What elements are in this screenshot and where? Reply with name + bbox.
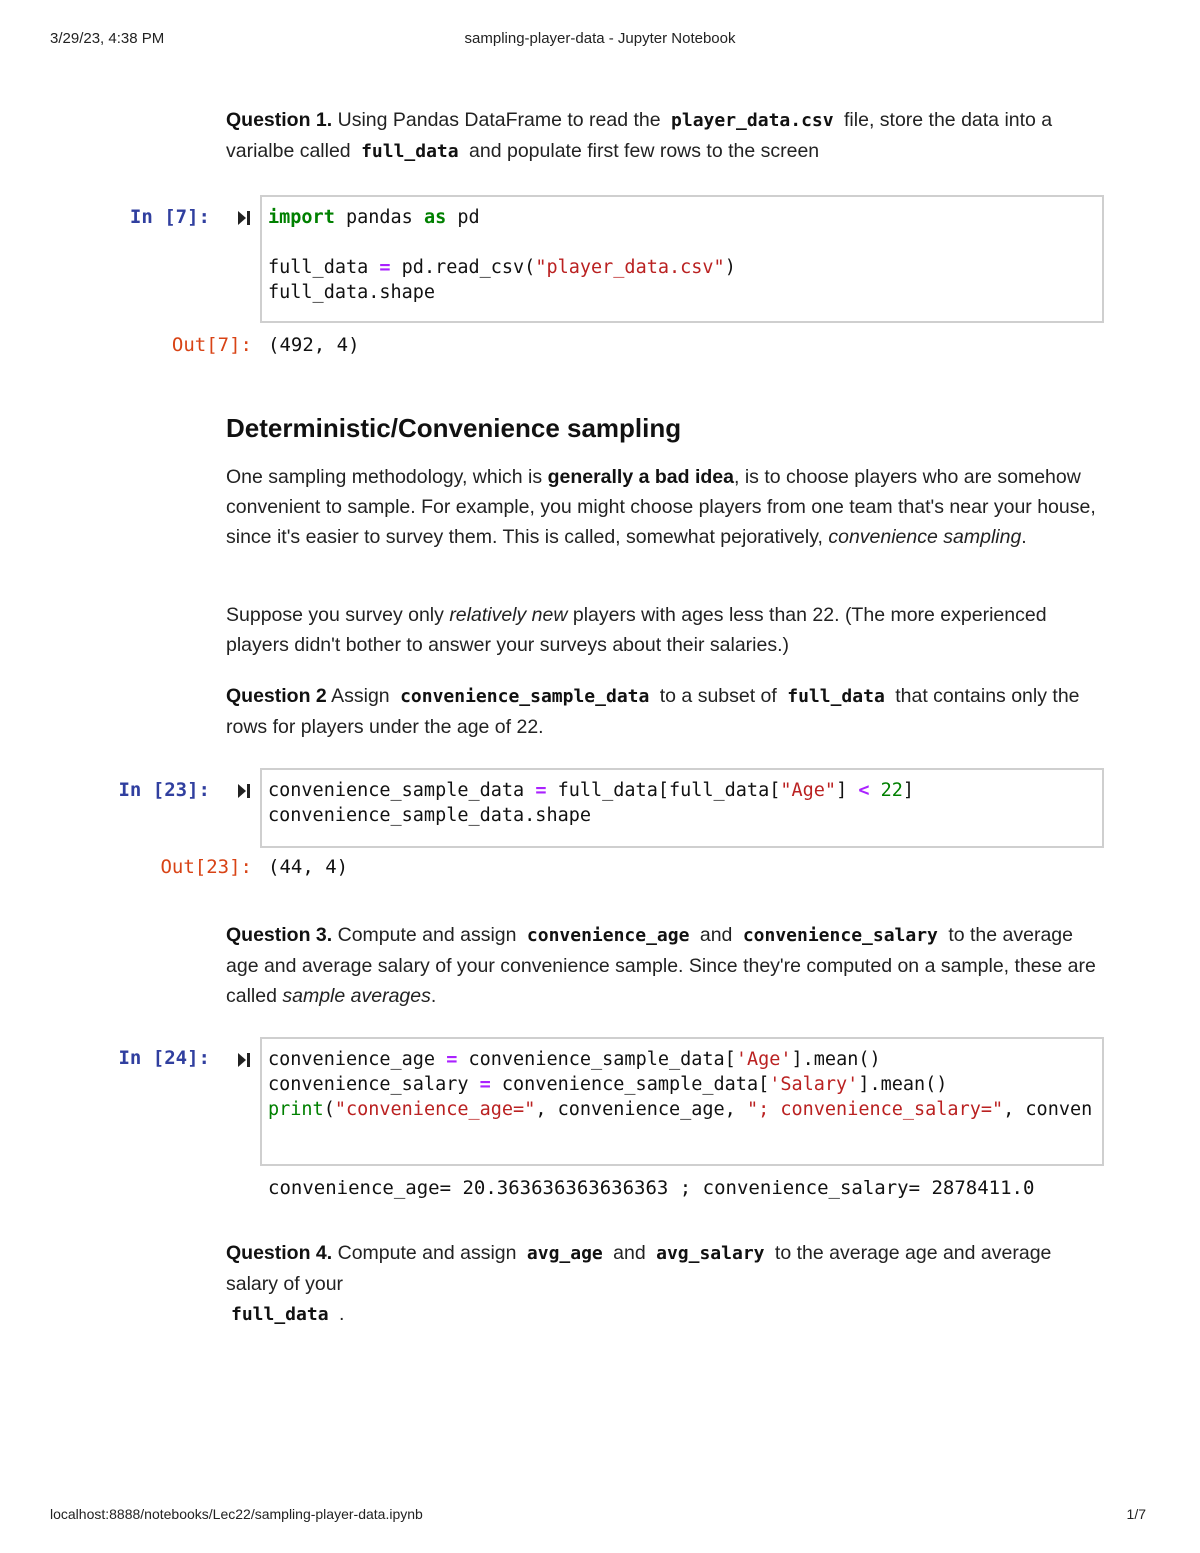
inline-code: full_data bbox=[231, 1304, 329, 1325]
run-cell-icon[interactable] bbox=[236, 209, 252, 227]
print-page-title: sampling-player-data - Jupyter Notebook bbox=[464, 30, 736, 47]
markdown-cell-question-1 bbox=[226, 105, 1106, 167]
run-cell-icon[interactable] bbox=[236, 1051, 252, 1069]
inline-code: full_data bbox=[361, 141, 459, 162]
question-1-text: Question 1. Using Pandas DataFrame to read the player_data.csv file, store the data into a varialbe called full_data and populate first few rows to the screen bbox=[226, 109, 1053, 162]
code-editor[interactable]: import pandas as pd full_data = pd.read_csv("player_data.csv") full_data.shape bbox=[268, 207, 736, 303]
code-cell-input[interactable] bbox=[260, 195, 1104, 323]
inline-code: convenience_age bbox=[526, 925, 690, 946]
output-prompt: Out[23]: bbox=[160, 856, 252, 878]
cell-output: convenience_age= 20.363636363636363 ; convenience_salary= 2878411.0 bbox=[268, 1177, 1035, 1199]
cell-output: (492, 4) bbox=[268, 334, 360, 356]
markdown-paragraph: One sampling methodology, which is generally a bad idea, is to choose players who are somehow convenient to sample. For example, you might choose players from one team that's near your house, since it's easier to survey them. This is called, somewhat pejoratively, convenience sampling. bbox=[226, 466, 1096, 548]
inline-code: avg_salary bbox=[656, 1243, 765, 1264]
cell-output: (44, 4) bbox=[268, 856, 349, 878]
markdown-cell-question-4: Question 4. Compute and assign avg_age and avg_salary to the average age and average salary of your full_data . bbox=[226, 1242, 1052, 1325]
markdown-paragraph: Suppose you survey only relatively new players with ages less than 22. (The more experienced players didn't bother to answer your surveys about their salaries.) bbox=[226, 604, 1047, 656]
question-4-label: Question 4. bbox=[226, 1242, 333, 1264]
run-cell-icon[interactable] bbox=[236, 782, 252, 800]
code-cell-input[interactable] bbox=[260, 768, 1104, 848]
code-cell-input[interactable] bbox=[260, 1037, 1104, 1166]
input-prompt: In [7]: bbox=[129, 206, 210, 228]
input-prompt: In [24]: bbox=[118, 1047, 210, 1069]
print-datetime: 3/29/23, 4:38 PM bbox=[50, 30, 165, 47]
inline-code: convenience_sample_data bbox=[400, 686, 650, 707]
question-1-label: Question 1. bbox=[226, 109, 333, 131]
question-2-label: Question 2 bbox=[226, 685, 327, 707]
section-heading: Deterministic/Convenience sampling bbox=[226, 413, 682, 443]
print-page-number: 1/7 bbox=[1126, 1506, 1146, 1522]
inline-code: convenience_salary bbox=[742, 925, 938, 946]
output-prompt: Out[7]: bbox=[171, 334, 252, 356]
markdown-cell-question-2: Question 2 Assign convenience_sample_data to a subset of full_data that contains only the rows for players under the age of 22. bbox=[226, 685, 1080, 738]
print-url: localhost:8888/notebooks/Lec22/sampling-player-data.ipynb bbox=[50, 1506, 423, 1522]
markdown-cell-question-3: Question 3. Compute and assign convenience_age and convenience_salary to the average age and average salary of your convenience sample. Since they're computed on a sample, these are called sample averages. bbox=[226, 924, 1096, 1007]
code-editor[interactable]: convenience_sample_data = full_data[full_data["Age"] < 22] convenience_sample_data.shape bbox=[268, 780, 915, 826]
inline-code: avg_age bbox=[526, 1243, 603, 1264]
question-3-label: Question 3. bbox=[226, 924, 333, 946]
inline-code: player_data.csv bbox=[671, 110, 834, 131]
code-editor[interactable]: convenience_age = convenience_sample_data['Age'].mean() convenience_salary = convenience_sample_data['Salary'].mean() print("convenience_age=", convenience_age, "; convenience_salary=", conven bbox=[268, 1049, 1093, 1120]
input-prompt: In [23]: bbox=[118, 779, 210, 801]
inline-code: full_data bbox=[787, 686, 885, 707]
